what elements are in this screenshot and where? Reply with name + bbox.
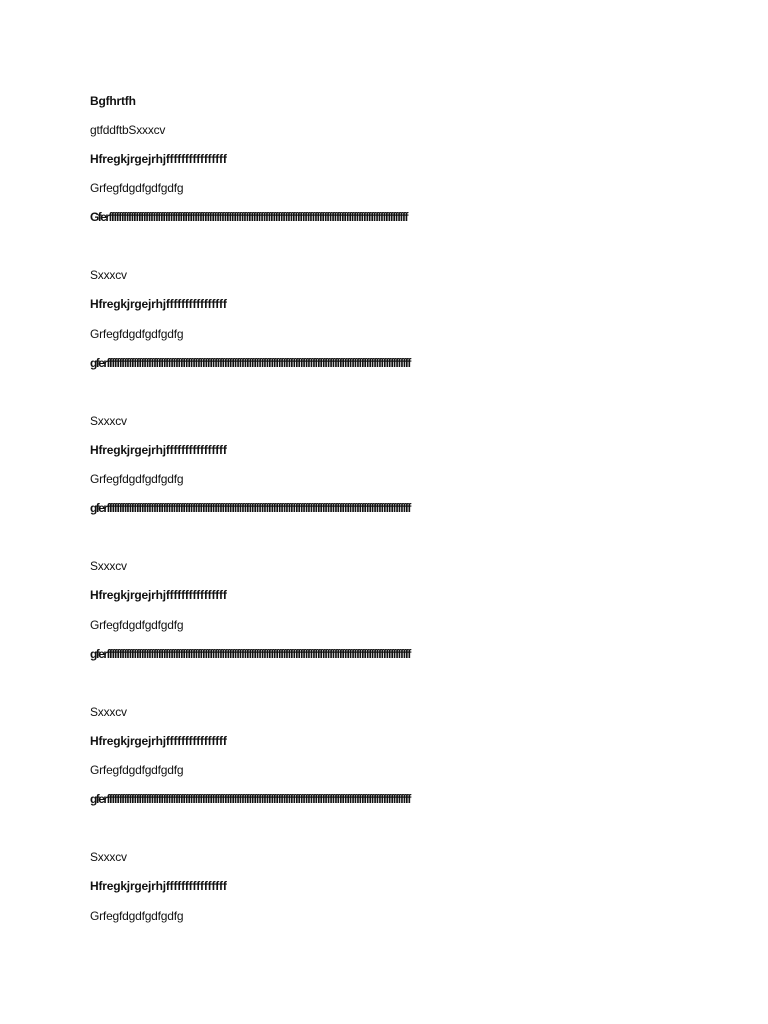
block-2-line-b: Grfegfdgdfgdfgdfg xyxy=(90,472,184,486)
block-2-title: Sxxxcv xyxy=(90,414,127,428)
block-3-line-c: gferffffffffffffffffffffffffffffffffffffffffffffffffffffffffffffffffffffffffffffffffffffffffffffffffffffffffffffffffffffffffffff xyxy=(90,647,410,661)
block-4-line-b: Grfegfdgdfgdfgdfg xyxy=(90,763,184,777)
block-4-line-a: Hfregkjrgejrhjffffffffffffffff xyxy=(90,734,227,748)
doc-line-4: Grfegfdgdfgdfgdfg xyxy=(90,181,184,195)
doc-line-5: Gferffffffffffffffffffffffffffffffffffffffffffffffffffffffffffffffffffffffffffffffffffffffffffffffffffffffffffffffffffffffffff xyxy=(90,210,407,224)
block-2-line-c: gferffffffffffffffffffffffffffffffffffffffffffffffffffffffffffffffffffffffffffffffffffffffffffffffffffffffffffffffffffffffffffff xyxy=(90,501,410,515)
block-4-title: Sxxxcv xyxy=(90,705,127,719)
block-3-line-b: Grfegfdgdfgdfgdfg xyxy=(90,618,184,632)
block-4-line-c: gferffffffffffffffffffffffffffffffffffffffffffffffffffffffffffffffffffffffffffffffffffffffffffffffffffffffffffffffffffffffffffff xyxy=(90,792,410,806)
block-5-line-b: Grfegfdgdfgdfgdfg xyxy=(90,909,184,923)
block-1-title: Sxxxcv xyxy=(90,268,127,282)
doc-line-3: Hfregkjrgejrhjffffffffffffffff xyxy=(90,152,227,166)
block-3-line-a: Hfregkjrgejrhjffffffffffffffff xyxy=(90,588,227,602)
block-2-line-a: Hfregkjrgejrhjffffffffffffffff xyxy=(90,443,227,457)
block-1-line-c: gferffffffffffffffffffffffffffffffffffffffffffffffffffffffffffffffffffffffffffffffffffffffffffffffffffffffffffffffffffffffffffff xyxy=(90,356,410,370)
block-3-title: Sxxxcv xyxy=(90,559,127,573)
doc-line-2: gtfddftbSxxxcv xyxy=(90,123,166,137)
block-1-line-a: Hfregkjrgejrhjffffffffffffffff xyxy=(90,297,227,311)
block-5-line-a: Hfregkjrgejrhjffffffffffffffff xyxy=(90,879,227,893)
block-1-line-b: Grfegfdgdfgdfgdfg xyxy=(90,327,184,341)
block-5-title: Sxxxcv xyxy=(90,850,127,864)
doc-line-1: Bgfhrtfh xyxy=(90,94,136,108)
